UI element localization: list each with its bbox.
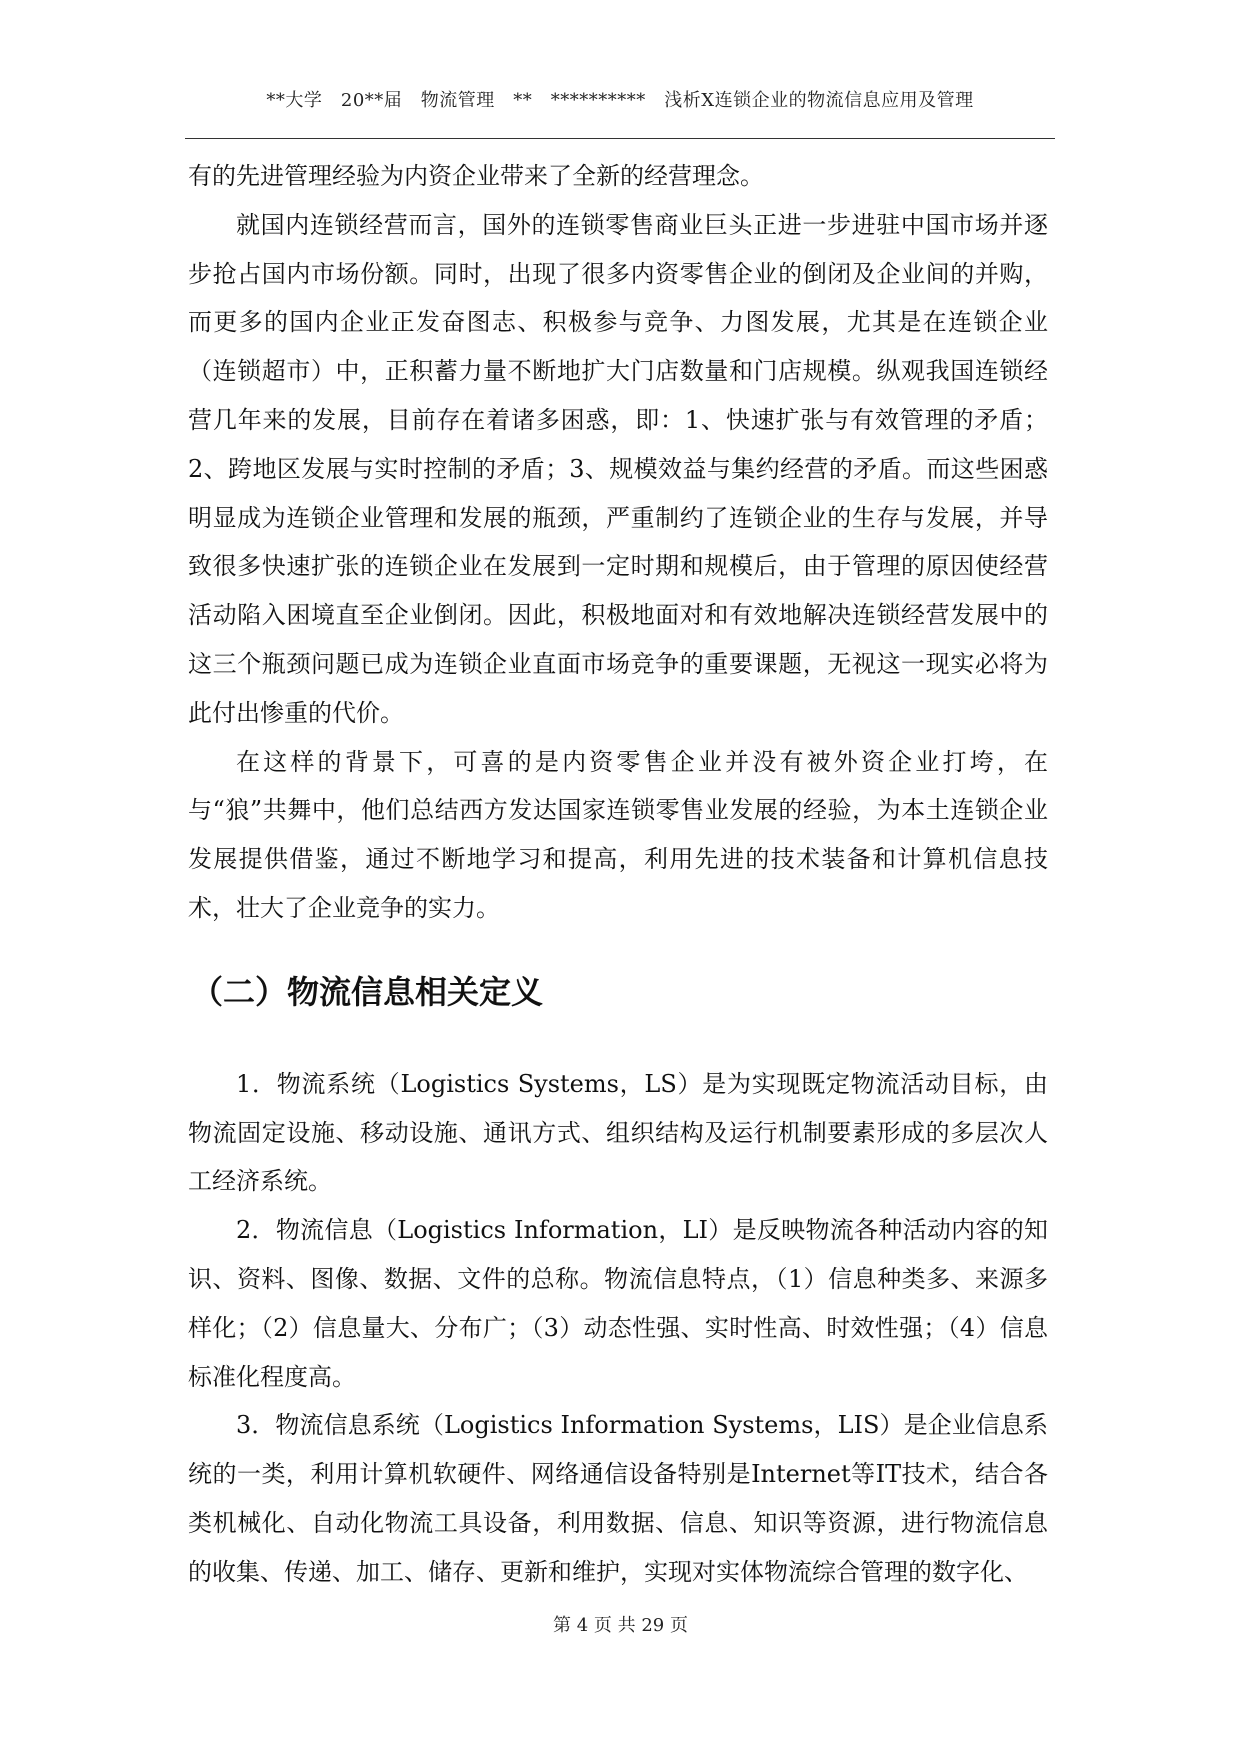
page-body: [188, 152, 1048, 1597]
body-paragraph: 就国内连锁经营而言，国外的连锁零售商业巨头正进一步进驻中国市场并逐步抢占国内市场份额。同时，出现了很多内资零售企业的倒闭及企业间的并购，而更多的国内企业正发奋图志、积极参与竞争、力图发展，尤其是在连锁企业（连锁超市）中，正积蓄力量不断地扩大门店数量和门店规模。纵观我国连锁经营几年来的发展，目前存在着诸多困惑，即：1、快速扩张与有效管理的矛盾；2、跨地区发展与实时控制的矛盾；3、规模效益与集约经营的矛盾。而这些困惑明显成为连锁企业管理和发展的瓶颈，严重制约了连锁企业的生存与发展，并导致很多快速扩张的连锁企业在发展到一定时期和规模后，由于管理的原因使经营活动陷入困境直至企业倒闭。因此，积极地面对和有效地解决连锁经营发展中的这三个瓶颈问题已成为连锁企业直面市场竞争的重要课题，无视这一现实必将为此付出惨重的代价。: [188, 210, 1048, 727]
definition-logistics-information-systems: 3．物流信息系统（Logistics Information Systems，LIS）是企业信息系统的一类，利用计算机软硬件、网络通信设备特别是Internet等IT技术，结合各类机械化、自动化物流工具设备，利用数据、信息、知识等资源，进行物流信息的收集、传递、加工、储存、更新和维护，实现对实体物流综合管理的数字化、: [188, 1411, 1048, 1586]
section-heading: （二）物流信息相关定义: [191, 972, 544, 1011]
page-header: **大学 20**届 物流管理 ** ********** 浅析X连锁企业的物流信息应用及管理: [266, 90, 974, 111]
definition-logistics-information: 2．物流信息（Logistics Information，LI）是反映物流各种活动内容的知识、资料、图像、数据、文件的总称。物流信息特点，（1）信息种类多、来源多样化；（2）信息量大、分布广；（3）动态性强、实时性高、时效性强；（4）信息标准化程度高。: [188, 1216, 1048, 1391]
body-paragraph: 在这样的背景下，可喜的是内资零售企业并没有被外资企业打垮，在与“狼”共舞中，他们总结西方发达国家连锁零售业发展的经验，为本土连锁企业发展提供借鉴，通过不断地学习和提高，利用先进的技术装备和计算机信息技术，壮大了企业竞争的实力。: [188, 747, 1048, 922]
header-divider: [185, 138, 1055, 139]
definition-logistics-systems: 1．物流系统（Logistics Systems，LS）是为实现既定物流活动目标，由物流固定设施、移动设施、通讯方式、组织结构及运行机制要素形成的多层次人工经济系统。: [188, 1069, 1048, 1196]
body-paragraph-continued: 有的先进管理经验为内资企业带来了全新的经营理念。: [188, 162, 764, 190]
page-footer: 第 4 页 共 29 页: [553, 1615, 688, 1636]
